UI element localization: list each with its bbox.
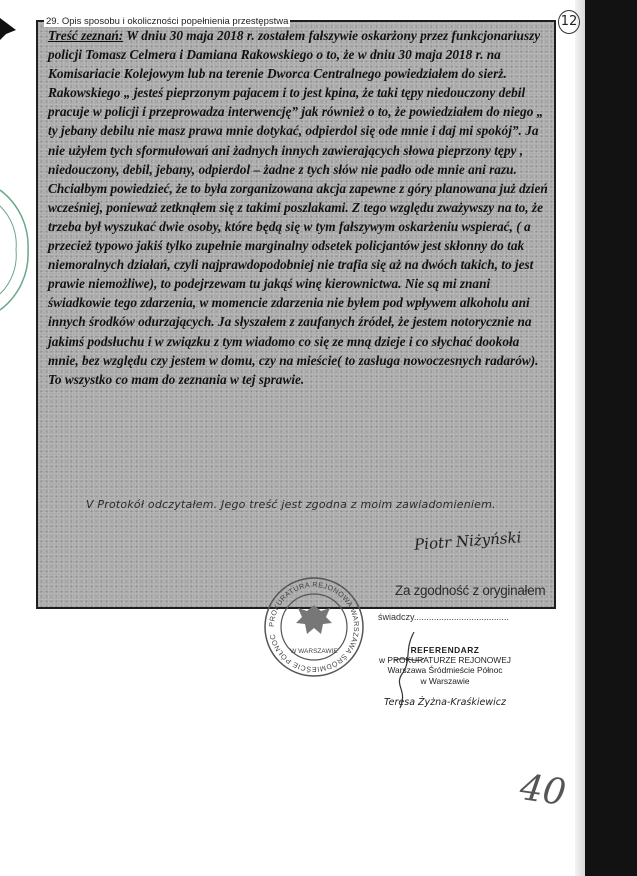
statement-box (36, 16, 556, 609)
conformity-stamp: Za zgodność z oryginałem (395, 583, 546, 598)
scan-dark-margin (585, 0, 637, 876)
corner-fold-mark (0, 0, 22, 46)
seal-inner-text: W WARSZAWIE (290, 648, 338, 655)
page-number: 12 (558, 10, 580, 34)
round-seal-icon (262, 575, 366, 679)
seal-outer-text: PROKURATURA REJONOWA WARSZAWA ŚRÓDMIEŚCIE PÓŁNOC (266, 579, 362, 675)
witness-line: świadczy...................................... (378, 612, 509, 622)
referendary-line1: w PROKURATURZE REJONOWEJ (379, 655, 511, 666)
referendary-stamp (370, 645, 520, 708)
referendary-name: Teresa Żyżna-Kraśkiewicz (384, 696, 506, 708)
signature: Piotr Niżyński (413, 528, 522, 554)
handwritten-confirmation: V Protokół odczytałem. Jego treść jest zgodna z moim zawiadomieniem. (86, 498, 496, 511)
referendary-line2: Warszawa Śródmieście Północ (387, 665, 503, 676)
referendary-line3: w Warszawie (420, 675, 470, 686)
folio-number: 40 (517, 767, 569, 814)
statement-text (48, 26, 548, 389)
statement-label: Treść zeznań: (48, 28, 124, 43)
statement-body: W dniu 30 maja 2018 r. zostałem fałszywie oskarżony przez funkcjonariuszy policji Tomasz Celmera i Damiana Rakowskiego o to, że w dniu 30 maja 2018 r. na Komisariacie Kolejowym lub na terenie Dworca Centralnego powiedziałem do sierż. Rakowskiego „ jesteś pieprzonym pajacem i to jest kpina, że taki tępy niedouczony debil pracuje w policji i przeprowadza interwencję” jak również o to, że powiedziałem do niego „ ty jebany debilu nie masz prawa mnie dotykać, odpierdol się ode mnie i daj mi spokój”. Ja nie użyłem tych sformułowań ani żadnych innych zawierających słowa pieprzony tępy , niedouczony, debil, jebany, odpierdol – żadne z tych słów nie padło ode mnie ani razu. Chciałbym powiedzieć, że to była zorganizowana akcja zapewne z góry planowana już dzień wcześniej, ponieważ zetknąłem się z takimi poszlakami. Z tego względu zważywszy na to, że trzeba był wyszukać dwie osoby, które będą się w tym fałszywym oskarżeniu wspierać, ( a przecież typowo jakiś tylko zupełnie marginalny odsetek policjantów jest skłonny do tak niemoralnych działań, czyli najprawdopodobniej nie trafia się aż na dwóch takich, to jest prawie niemożliwe), to podejrzewam tu jakąś winę kierownictwa. Nie są mi znani świadkowie tego zdarzenia, w momencie zdarzenia nie byłem pod wpływem alkoholu ani innych środków odurzających. Ja słyszałem z zaufanych źródeł, że jestem notorycznie na jakimś podsłuchu i w związku z tym wiadomo co się ze mną dzieje i co słychać dookoła mnie, bez względu czy jestem w domu, czy na mieście( to zasługa nowoczesnych radarów). To wszystko co mam do zeznania w tej sprawie. (48, 28, 548, 387)
section-header: 29. Opis sposobu i okoliczności popełnienia przestępstwa (46, 16, 289, 27)
side-stamp-fragment (0, 180, 30, 320)
referendary-title: REFERENDARZ (410, 645, 480, 655)
page-edge-shadow (575, 0, 585, 876)
